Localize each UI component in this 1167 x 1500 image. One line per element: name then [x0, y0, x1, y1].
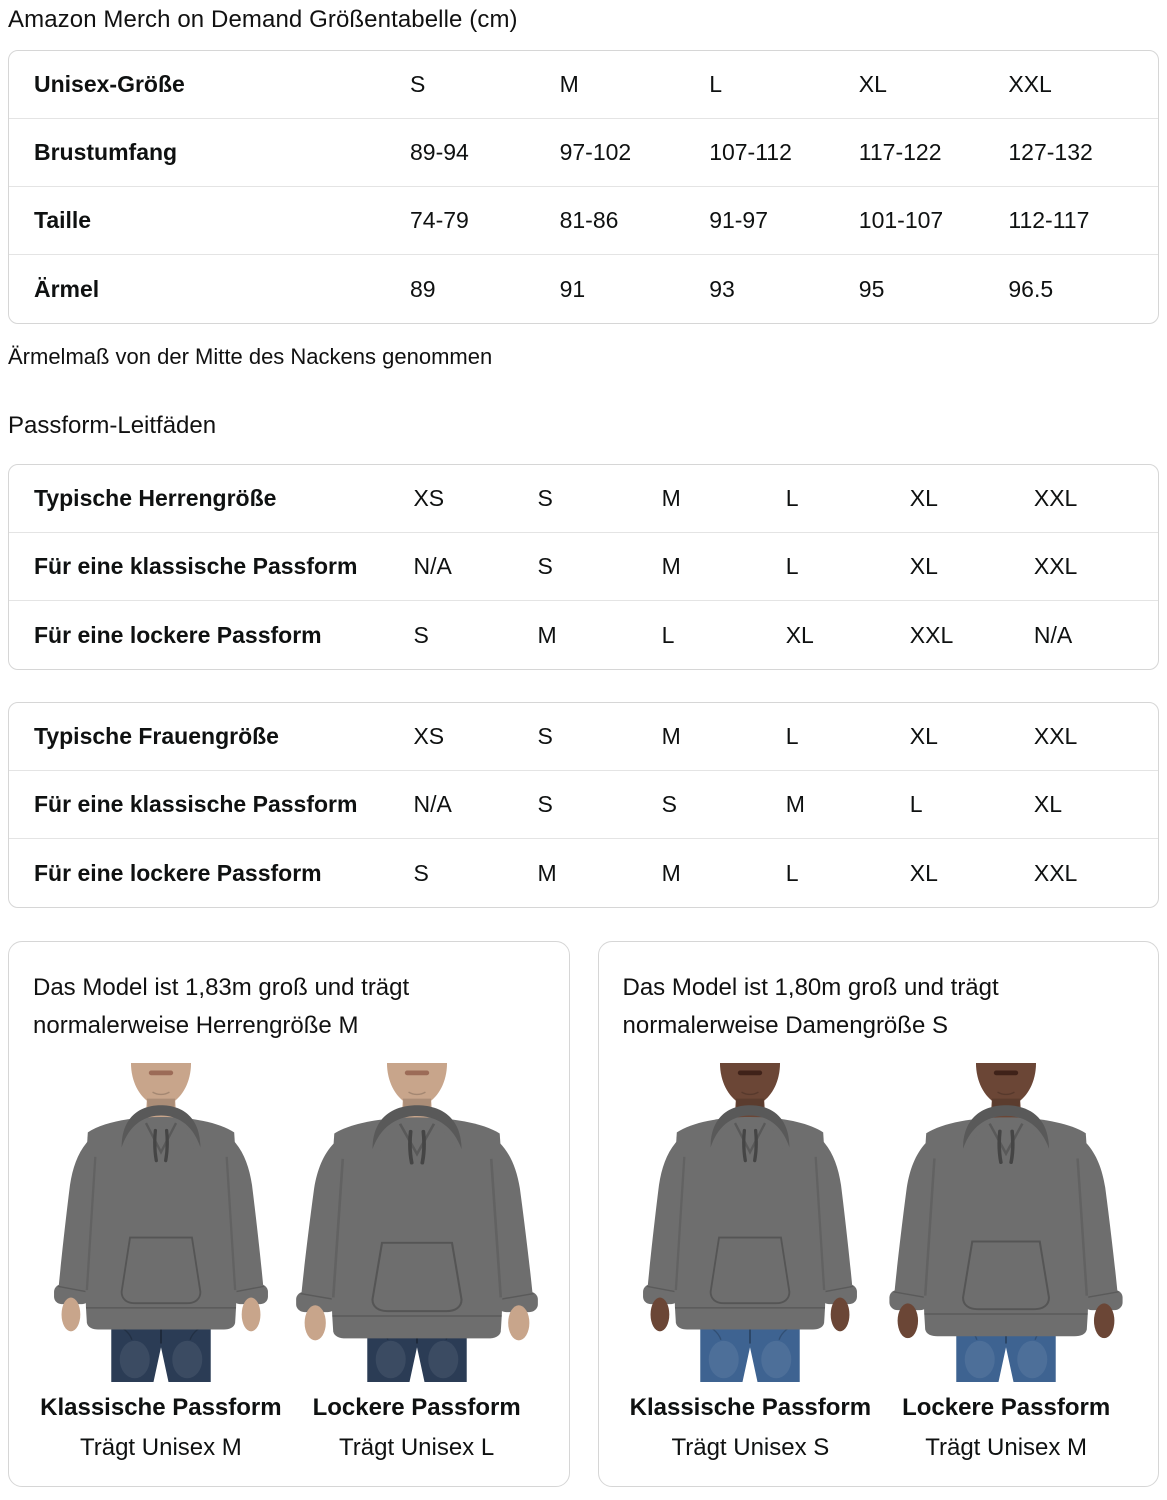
fit-type-label: Klassische Passform	[629, 1394, 872, 1421]
row-label: Ärmel	[34, 275, 100, 302]
size-cell: N/A	[413, 533, 537, 601]
size-cell: 89-94	[410, 119, 560, 187]
fit-type-label: Klassische Passform	[40, 1394, 282, 1421]
size-cell: 91-97	[709, 187, 859, 255]
size-cell: 95	[858, 275, 885, 302]
worn-size-label: Trägt Unisex S	[671, 1434, 830, 1461]
size-cell: M	[786, 771, 910, 839]
classic-fit-column	[623, 1063, 879, 1462]
size-cell: 96.5	[1008, 275, 1054, 302]
size-cell: XL	[910, 533, 1034, 601]
size-cell: 97-102	[560, 119, 710, 187]
table-row	[9, 533, 1158, 601]
size-cell: XXL	[1008, 51, 1158, 119]
fit-guides-title: Passform-Leitfäden	[8, 412, 217, 439]
size-cell: XL	[859, 51, 1009, 119]
row-label: Für eine lockere Passform	[34, 859, 322, 886]
size-cell: S	[538, 771, 662, 839]
table-row	[9, 187, 1158, 255]
size-cell: 101-107	[859, 187, 1009, 255]
worn-size-label: Trägt Unisex M	[925, 1434, 1088, 1461]
size-cell: XXL	[909, 621, 954, 648]
size-cell: XS	[413, 703, 537, 771]
unisex-size-table	[8, 50, 1159, 324]
desc-line: Das Model ist 1,80m groß und trägt	[622, 974, 999, 1001]
mens-model-card	[8, 941, 570, 1487]
table-row	[9, 255, 1158, 323]
worn-size-label: Trägt Unisex M	[79, 1434, 242, 1461]
row-label: Typische Herrengröße	[9, 465, 413, 533]
size-cell: N/A	[413, 771, 537, 839]
size-cell: S	[410, 51, 560, 119]
size-cell: XXL	[1034, 533, 1158, 601]
loose-fit-column	[289, 1063, 545, 1462]
mens-model-description	[33, 969, 545, 1045]
loose-fit-column	[878, 1063, 1134, 1462]
row-label: Brustumfang	[9, 119, 410, 187]
size-cell: S	[413, 621, 429, 648]
size-cell: M	[560, 51, 710, 119]
size-cell: S	[662, 771, 786, 839]
womens-figures-row	[623, 1063, 1135, 1462]
size-cell: 74-79	[410, 187, 560, 255]
size-cell: M	[661, 859, 681, 886]
size-cell: 91	[559, 275, 586, 302]
size-cell: L	[785, 859, 799, 886]
size-cell: XXL	[1034, 703, 1158, 771]
model-cards-row	[8, 941, 1159, 1487]
male-model-loose-fit-photo	[295, 1063, 539, 1382]
table-row	[9, 465, 1158, 533]
row-label: Taille	[9, 187, 410, 255]
size-cell: M	[662, 465, 786, 533]
size-cell: XS	[413, 465, 537, 533]
table-row	[9, 601, 1158, 669]
male-model-classic-fit-photo	[39, 1063, 283, 1382]
size-cell: S	[538, 465, 662, 533]
size-cell: XL	[909, 859, 938, 886]
size-cell: 117-122	[859, 119, 1009, 187]
sleeve-measure-note: Ärmelmaß von der Mitte des Nackens genommen	[8, 344, 493, 369]
row-label: Für eine klassische Passform	[9, 533, 413, 601]
size-cell: S	[538, 703, 662, 771]
size-cell: XL	[1034, 771, 1158, 839]
womens-fit-table	[8, 702, 1159, 908]
female-model-loose-fit-photo	[884, 1063, 1128, 1382]
female-model-classic-fit-photo	[628, 1063, 872, 1382]
table-row	[9, 703, 1158, 771]
worn-size-label: Trägt Unisex L	[339, 1434, 495, 1461]
size-cell: L	[786, 533, 910, 601]
size-cell: L	[786, 465, 910, 533]
size-cell: M	[537, 621, 557, 648]
size-cell: L	[910, 771, 1034, 839]
size-cell: S	[413, 859, 429, 886]
size-cell: L	[786, 703, 910, 771]
row-label: Unisex-Größe	[9, 51, 410, 119]
table-row	[9, 51, 1158, 119]
size-cell: L	[661, 621, 675, 648]
row-label: Für eine klassische Passform	[9, 771, 413, 839]
size-cell: XXL	[1033, 859, 1078, 886]
size-cell: XL	[785, 621, 814, 648]
size-cell: 127-132	[1008, 119, 1158, 187]
size-cell: 112-117	[1008, 187, 1158, 255]
size-cell: 89	[410, 275, 436, 302]
row-label: Typische Frauengröße	[9, 703, 413, 771]
mens-figures-row	[33, 1063, 545, 1462]
size-cell: 81-86	[560, 187, 710, 255]
mens-fit-table	[8, 464, 1159, 670]
size-cell: L	[709, 51, 859, 119]
desc-line: normalerweise Damengröße S	[622, 1012, 948, 1039]
desc-line: normalerweise Herrengröße M	[33, 1012, 359, 1039]
size-cell: XXL	[1034, 465, 1158, 533]
size-cell: N/A	[1033, 621, 1073, 648]
size-cell: S	[538, 533, 662, 601]
table-row	[9, 119, 1158, 187]
womens-model-description	[623, 969, 1135, 1045]
size-cell: XL	[910, 465, 1034, 533]
table-row	[9, 771, 1158, 839]
row-label: Für eine lockere Passform	[34, 621, 322, 648]
page-title: Amazon Merch on Demand Größentabelle (cm)	[8, 6, 518, 33]
size-cell: 93	[709, 275, 735, 302]
classic-fit-column	[33, 1063, 289, 1462]
fit-type-label: Lockere Passform	[902, 1394, 1111, 1421]
desc-line: Das Model ist 1,83m groß und trägt	[33, 974, 410, 1001]
size-cell: M	[662, 533, 786, 601]
table-row	[9, 839, 1158, 907]
size-cell: M	[537, 859, 557, 886]
fit-type-label: Lockere Passform	[312, 1394, 521, 1421]
size-cell: M	[662, 703, 786, 771]
womens-model-card	[598, 941, 1160, 1487]
size-cell: 107-112	[709, 119, 859, 187]
size-cell: XL	[910, 703, 1034, 771]
